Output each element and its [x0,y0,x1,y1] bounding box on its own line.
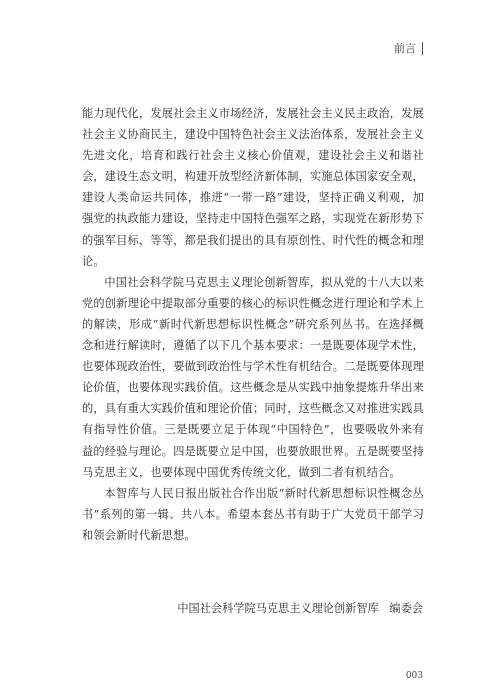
signature-role: 编委会 [389,602,423,615]
paragraph-continuation: 能力现代化，发展社会主义市场经济，发展社会主义民主政治，发展社会主义协商民主，建设中国特色社会主义法治体系，发展社会主义先进文化，培育和践行社会主义核心价值观，建设社会主义和谐社会，建设生态文明，构建开放型经济新体制，实施总体国家安全观，建设人类命运共同体，推进“一带一路”建设，坚持正确义利观，加强党的执政能力建设，坚持走中国特色强军之路，实现党在新形势下的强军目标，等等，都是我们提出的具有原创性、时代性的概念和理论。 [82,107,424,268]
section-title: 前言 [394,42,416,55]
signature-organization: 中国社会科学院马克思主义理论创新智库 [177,602,379,615]
running-header [394,40,423,56]
body-text [82,103,424,546]
signature [177,600,423,616]
page-number: 003 [405,671,423,681]
paragraph-think-tank: 中国社会科学院马克思主义理论创新智库，拟从党的十八大以来党的创新理论中提取部分重要的核心的标识性概念进行理论和学术上的解读，形成“新时代新思想标识性概念”研究系列丛书。在选择概念和进行解读时，遵循了以下几个基本要求：一是既要体现学术性，也要体现政治性，要做到政治性与学术性有机结合。二是既要体现理论价值，也要体现实践价值。这些概念是从实践中抽象提炼升华出来的，具有重大实践价值和理论价值；同时，这些概念又对推进实践具有指导性价值。三是既要立足于体现“中国特色”，也要吸收外来有益的经验与理论。四是既要立足中国，也要放眼世界。五是既要坚持马克思主义，也要体现中国优秀传统文化，做到二者有机结合。 [82,275,424,479]
header-divider [422,42,423,55]
paragraph-publication: 本智库与人民日报出版社合作出版“新时代新思想标识性概念丛书”系列的第一辑、共八本。希望本套丛书有助于广大党员干部学习和领会新时代新思想。 [82,486,424,542]
